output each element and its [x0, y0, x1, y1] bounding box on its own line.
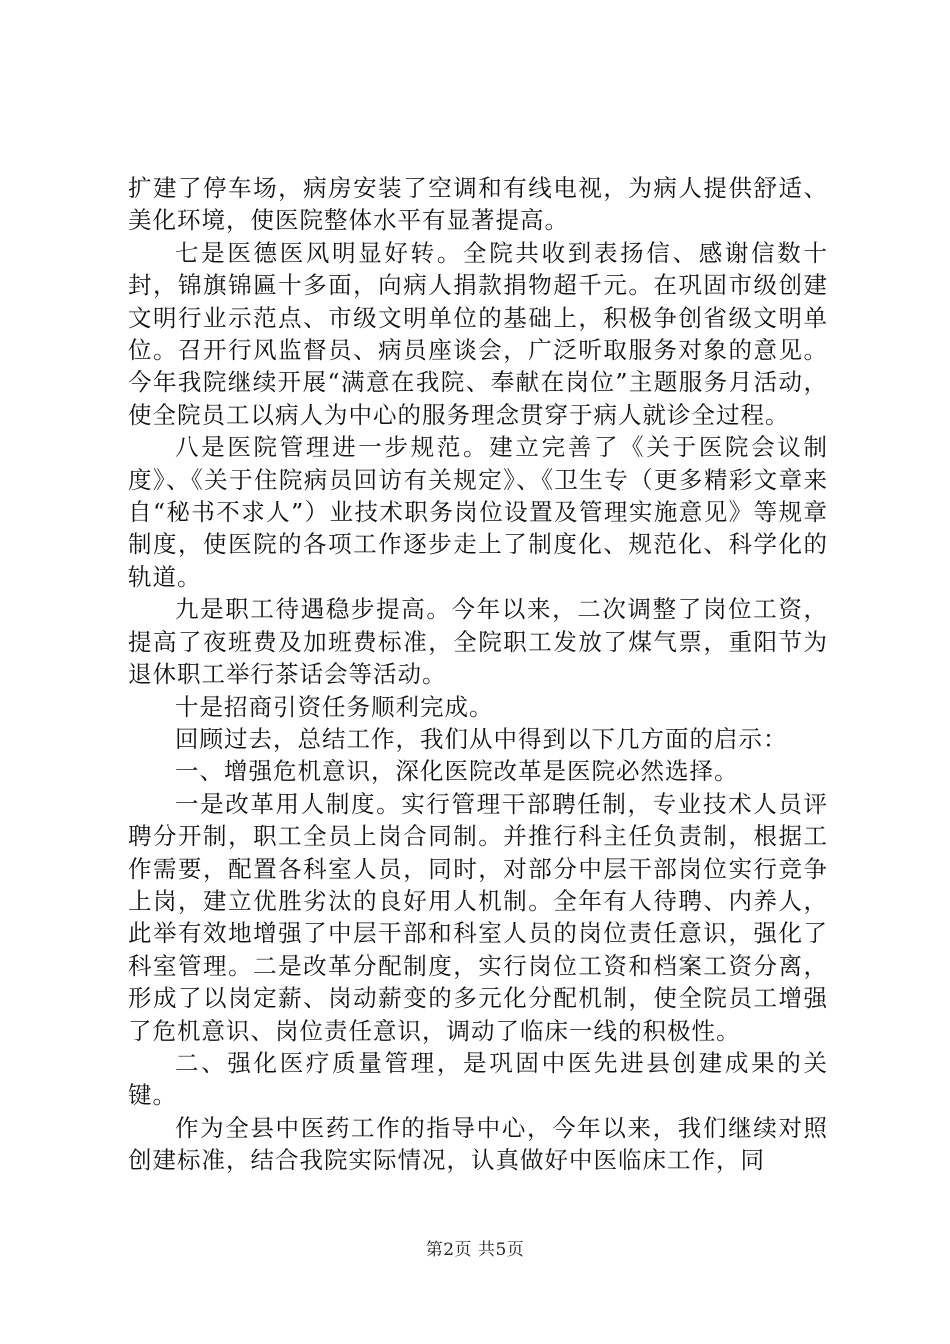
section-heading-quality: 二、强化医疗质量管理，是巩固中医先进县创建成果的关键。 — [128, 1048, 828, 1110]
paragraph-review: 回顾过去，总结工作，我们从中得到以下几方面的启示： — [175, 724, 788, 753]
document-body — [128, 172, 828, 1177]
paragraph-reform-details: 一是改革用人制度。实行管理干部聘任制，专业技术人员评聘分开制，职工全员上岗合同制。并推行科主任负责制，根据工作需要，配置各科室人员，同时，对部分中层干部岗位实行竞争上岗，建立优胜劣汰的良好用人机制。全年有人待聘、内养人，此举有效地增强了中层干部和科室人员的岗位责任意识，强化了科室管理。二是改革分配制度，实行岗位工资和档案工资分离，形成了以岗定薪、岗动薪变的多元化分配机制，使全院员工增强了危机意识、岗位责任意识，调动了临床一线的积极性。 — [128, 789, 828, 1045]
section-heading-reform: 一、增强危机意识，深化医院改革是医院必然选择。 — [175, 757, 739, 786]
paragraph-management: 八是医院管理进一步规范。建立完善了《关于医院会议制度》、《关于住院病员回访有关规定》、《卫生专（更多精彩文章来自“秘书不求人”）业技术职务岗位设置及管理实施意见》等规章制度，使医院的各项工作逐步走上了制度化、规范化、科学化的轨道。 — [128, 433, 828, 591]
paragraph-continuation: 扩建了停车场，病房安装了空调和有线电视，为病人提供舒适、美化环境，使医院整体水平有显著提高。 — [128, 174, 828, 235]
paragraph-tcm-center: 作为全县中医药工作的指导中心，今年以来，我们继续对照创建标准，结合我院实际情况，认真做好中医临床工作，同 — [128, 1113, 828, 1175]
paragraph-medical-ethics: 七是医德医风明显好转。全院共收到表扬信、感谢信数十封，锦旗锦匾十多面，向病人捐款捐物超千元。在巩固市级创建文明行业示范点、市级文明单位的基础上，积极争创省级文明单位。召开行风监督员、病员座谈会，广泛听取服务对象的意见。今年我院继续开展“满意在我院、奉献在岗位”主题服务月活动，使全院员工以病人为中心的服务理念贯穿于病人就诊全过程。 — [128, 238, 828, 429]
page-number-footer: 第2页 共5页 — [425, 1240, 525, 1260]
paragraph-staff-benefits: 九是职工待遇稳步提高。今年以来，二次调整了岗位工资，提高了夜班费及加班费标准，全院职工发放了煤气票，重阳节为退休职工举行茶话会等活动。 — [128, 595, 828, 689]
paragraph-investment: 十是招商引资任务顺利完成。 — [175, 692, 494, 721]
